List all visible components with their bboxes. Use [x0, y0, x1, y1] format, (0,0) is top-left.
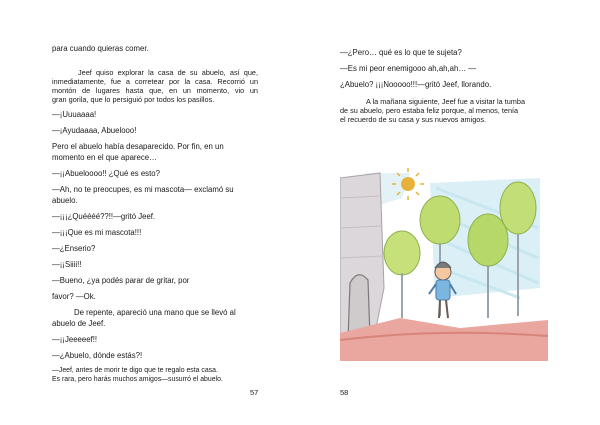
text-line: —¡¡¡¿Quéééé??!!—gritó Jeef. [52, 212, 156, 221]
text-line: favor? —Ok. [52, 292, 96, 301]
text-line: Jeef quiso explorar la casa de su abuelo, así que, [78, 68, 258, 77]
text-line: —¿Enserio? [52, 244, 96, 253]
text-line: —Ah, no te preocupes, es mi mascota— exclamó su [52, 185, 234, 194]
text-line: Pero el abuelo había desaparecido. Por fin, en un [52, 142, 224, 151]
text-line: el recuerdo de su casa y sus nuevos amigos. [340, 115, 487, 124]
text-line: abuelo. [52, 196, 78, 205]
text-line: para cuando quieras comer. [52, 44, 149, 53]
illustration [340, 168, 548, 361]
text-line: momento en el que aparece… [52, 153, 157, 162]
text-line: —¡¡¡Que es mi mascota!!! [52, 228, 142, 237]
text-line: —¿Abuelo, dónde estás?! [52, 351, 143, 360]
text-line: Es rara, pero harás muchos amigos—susurró el abuelo. [52, 376, 223, 383]
text-line: —¡¡Siiii!! [52, 260, 82, 269]
text-line: De repente, apareció una mano que se llevó al [74, 308, 236, 317]
text-line: —¡Uuuaaaa! [52, 110, 97, 119]
text-line: inmediatamente, fue a corretear por la casa. Recorrió un [52, 77, 258, 86]
text-line: gran gorila, que lo persiguió por todos los pasillos. [52, 95, 215, 104]
page-number: 58 [340, 388, 349, 397]
text-line: —Bueno, ¿ya podés parar de gritar, por [52, 276, 190, 285]
text-line: abuelo de Jeef. [52, 319, 106, 328]
text-line: —¿Pero… qué es lo que te sujeta? [340, 48, 462, 57]
text-line: —¡¡Jeeeeef!! [52, 335, 98, 344]
text-line: —¡¡Abueloooo!! ¿Qué es esto? [52, 169, 160, 178]
text-line: —Jeef, antes de morir te digo que te regalo esta casa. [52, 367, 218, 374]
text-line: A la mañana siguiente, Jeef fue a visitar la tumba [366, 97, 526, 106]
text-line: ¿Abuelo? ¡¡¡Nooooo!!!—gritó Jeef, llorando. [340, 80, 492, 89]
page-number: 57 [250, 388, 259, 397]
text-line: —Es mi peor enemigooo ah,ah,ah… — [340, 64, 477, 73]
text-line: montón de lugares hasta que, en un momento, vio un [52, 86, 258, 95]
text-line: —¡Ayudaaaa, Abuelooo! [52, 126, 137, 135]
text-line: de su abuelo, pero estaba feliz porque, al menos, tenía [340, 106, 519, 115]
